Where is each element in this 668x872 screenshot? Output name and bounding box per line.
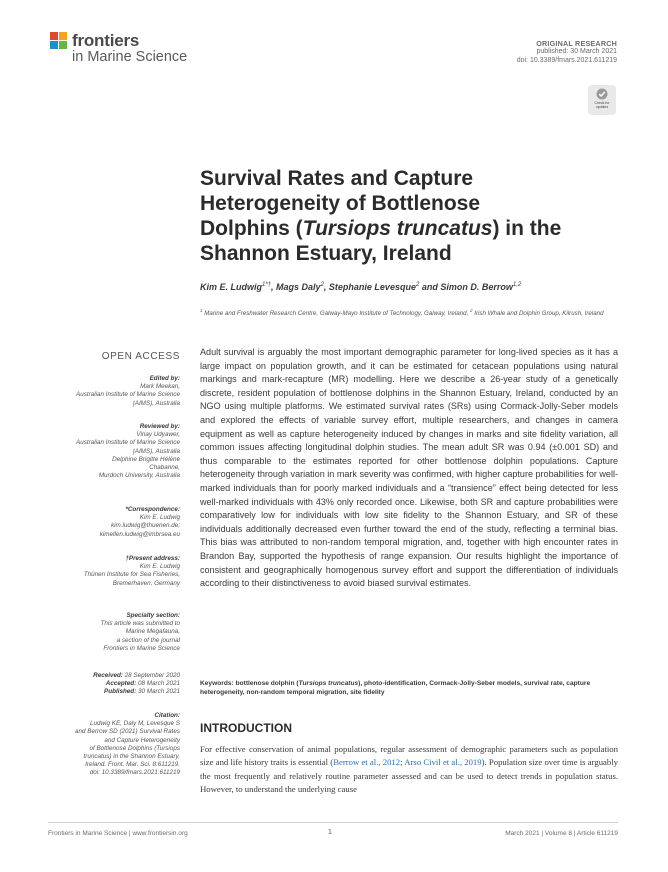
check-updates-label: Check for updates xyxy=(594,101,610,109)
email-link[interactable]: kim.ludwig@thuenen.de; xyxy=(110,522,180,530)
journal-name: frontiers xyxy=(72,31,140,50)
author-link[interactable]: Kim E. Ludwig xyxy=(200,282,262,292)
specialty-section-block: Specialty section: This article was submitted to Marine Megafauna, a section of the journal Frontiers in Marine Science xyxy=(100,612,180,652)
author-link[interactable]: Simon D. Berrow xyxy=(440,282,513,292)
dates-block: Received: 28 September 2020 Accepted: 08 March 2021 Published: 30 March 2021 xyxy=(93,672,180,696)
footer-issue-info: March 2021 | Volume 8 | Article 611219 xyxy=(505,830,618,837)
frontiers-logo-icon xyxy=(48,30,70,52)
page-number: 1 xyxy=(328,829,332,836)
reviewed-by-block: Reviewed by: Vinay Udyawer, Australian Institute of Marine Science (AIMS), Australia Delphine Brigitte Hélène Chabanne, Murdoch University, Australia xyxy=(76,423,180,480)
abstract: Adult survival is arguably the most important demographic parameter for long-lived species as it has a large impact on population growth, and it can be estimated for cetacean populations using natural markings and mark-recapture (MR) modelling. Here we describe a 26-year study of a genetically discrete, resident population of bottlenose dolphins in the Shannon Estuary, Ireland, conducted by an NGO using multiple platforms. We estimated survival rates (SRs) using Cormack-Jolly-Seber models and explored the effects of variable survey effort, multiple researchers, and changes in camera equipment as well as capture heterogeneity induced by changes in marks and site fidelity variation, all common issues affecting longitudinal dolphin studies. The mean adult SR was 0.94 (±0.001 SD) and thus comparable to the estimates reported for other bottlenose dolphin populations. Capture heterogeneity through variation in mark severity was confirmed, with higher capture probabilities for well-marked individuals than for poorly marked individuals and a “transience” effect being detected for less well-marked individuals with 43% only recorded once. Likewise, both SR and capture probabilities were comparatively low for individuals with low site fidelity to the Shannon Estuary, and SR of these individuals additionally decreased even further toward the end of the study, reflecting a terminal bias. This bias was attributed to non-random temporal migration, and, together with high encounter rates in Brandon Bay, supported the hypothesis of range expansion. Our results highlight the importance of consistent and geographically homogenous survey effort and support the differentiation of individuals according to their distinctiveness to avoid biased survival estimates. xyxy=(200,347,618,589)
correspondence-block: *Correspondence: Kim E. Ludwig kim.ludwig@thuenen.de; kimellen.ludwig@imbrsea.eu xyxy=(24,506,180,539)
footer-journal-link[interactable]: Frontiers in Marine Science | www.frontiersin.org xyxy=(48,830,188,837)
check-for-updates-button[interactable] xyxy=(588,85,616,115)
footer-divider xyxy=(48,822,618,823)
present-address-block: †Present address: Kim E. Ludwig Thünen Institute for Sea Fisheries, Bremerhaven, Germany xyxy=(83,555,180,587)
author-link[interactable]: Stephanie Levesque xyxy=(328,282,416,292)
edited-by-block: Edited by: Mark Meekan, Australian Institute of Marine Science (AIMS), Australia xyxy=(76,375,180,407)
citation-block: Citation: Ludwig KE, Daly M, Levesque S and Berrow SD (2021) Survival Rates and Capture Heterogeneity of Bottlenose Dolphins (Tursiops truncatus) in the Shannon Estuary, Ireland. Front. Mar. Sci. 8:611219. doi: 10.3389/fmars.2021.611219 xyxy=(24,712,180,778)
article-title: Survival Rates and Capture Heterogeneity of Bottlenose Dolphins (Tursiops truncatus) in the Shannon Estuary, Ireland xyxy=(200,167,562,265)
citation-doi-link[interactable]: doi: 10.3389/fmars.2021.611219 xyxy=(89,769,180,777)
journal-logo[interactable] xyxy=(48,30,208,70)
citation-link[interactable]: Arso Civil et al., 2019 xyxy=(404,757,482,768)
intro-paragraph: For effective conservation of animal populations, regular assessment of demographic parameters such as population size and life history traits is essential (Berrow et al., 2012; Arso Civil et al., 2019). Population size over time is arguably the most frequently and relatively routine parameter assessed and can be used to detect trends in population status. However, to understand the underlying cause xyxy=(200,744,618,795)
author-link[interactable]: Mags Daly xyxy=(276,282,321,292)
keywords: Keywords: bottlenose dolphin (Tursiops truncatus), photo-identification, Cormack-Jolly-Seber models, survival rate, capture heterogeneity, non-random temporal migration, site fidelity xyxy=(200,680,591,696)
affiliations: $^1$ Marine and Freshwater Research Centre, Galway-Mayo Institute of Technology, Galway, Ireland, $^2$ Irish Whale and Dolphin Group, Kilrush, Ireland xyxy=(200,308,604,318)
open-access-label: OPEN ACCESS xyxy=(101,351,180,362)
section-heading: INTRODUCTION xyxy=(200,721,292,735)
check-updates-icon xyxy=(596,88,608,100)
article-type: ORIGINAL RESEARCH xyxy=(536,39,617,48)
doi-link[interactable]: doi: 10.3389/fmars.2021.611219 xyxy=(516,57,617,64)
journal-subname: in Marine Science xyxy=(72,49,188,65)
email-link[interactable]: kimellen.ludwig@imbrsea.eu xyxy=(99,530,180,538)
published-date: published: 30 March 2021 xyxy=(536,48,617,55)
author-list: Kim E. Ludwig$^{1*\dagger}$, Mags Daly$^2$, Stephanie Levesque$^2$ and Simon D. Berrow$^{1,2}$ xyxy=(200,282,522,292)
citation-link[interactable]: Berrow et al., 2012 xyxy=(333,757,401,768)
